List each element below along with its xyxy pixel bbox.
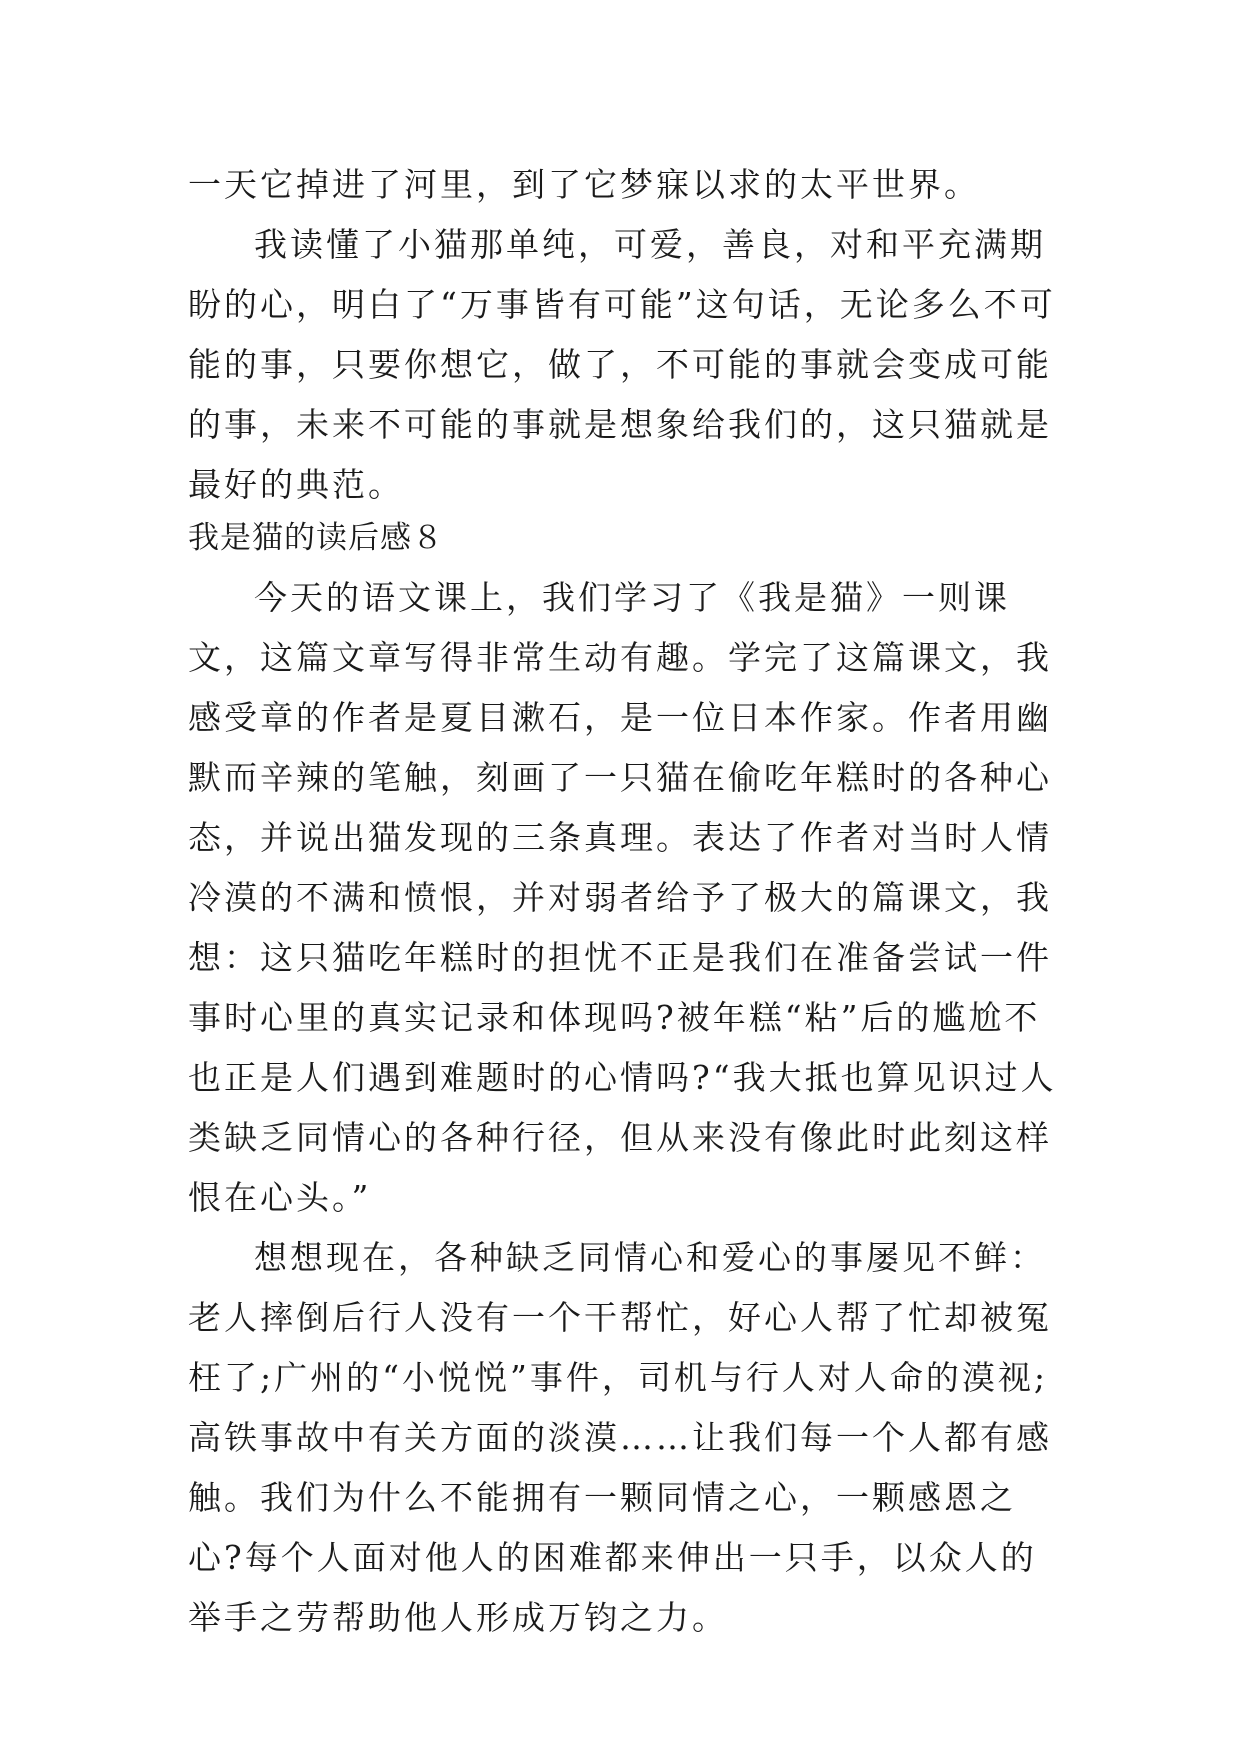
body-paragraph-2: 想想现在，各种缺乏同情心和爱心的事屡见不鲜：老人摔倒后行人没有一个干帮忙，好心人帮了忙却被冤枉了;广州的“小悦悦”事件，司机与行人对人命的漠视;高铁事故中有关方面的淡漠……让我们每一个人都有感触。我们为什么不能拥有一颗同情之心，一颗感恩之心?每个人面对他人的困难都来伸出一只手，以众人的举手之劳帮助他人形成万钧之力。 <box>188 1238 1052 1637</box>
continuation-paragraph: 一天它掉进了河里，到了它梦寐以求的太平世界。 <box>188 165 980 204</box>
essay-section <box>188 508 1058 1648</box>
body-paragraph-1: 今天的语文课上，我们学习了《我是猫》一则课文，这篇文章写得非常生动有趣。学完了这篇课文，我感受章的作者是夏目漱石，是一位日本作家。作者用幽默而辛辣的笔触，刻画了一只猫在偷吃年糕时的各种心态，并说出猫发现的三条真理。表达了作者对当时人情冷漠的不满和愤恨，并对弱者给予了极大的篇课文，我想：这只猫吃年糕时的担忧不正是我们在准备尝试一件事时心里的真实记录和体现吗?被年糕“粘”后的尴尬不也正是人们遇到难题时的心情吗?“我大抵也算见识过人类缺乏同情心的各种行径，但从来没有像此时此刻这样恨在心头。” <box>188 578 1057 1217</box>
previous-essay-ending <box>188 155 1058 515</box>
section-title: 我是猫的读后感８ <box>188 520 444 556</box>
closing-paragraph: 我读懂了小猫那单纯，可爱，善良，对和平充满期盼的心，明白了“万事皆有可能”这句话，无论多么不可能的事，只要你想它，做了，不可能的事就会变成可能的事，未来不可能的事就是想象给我们的，这只猫就是最好的典范。 <box>188 225 1056 504</box>
